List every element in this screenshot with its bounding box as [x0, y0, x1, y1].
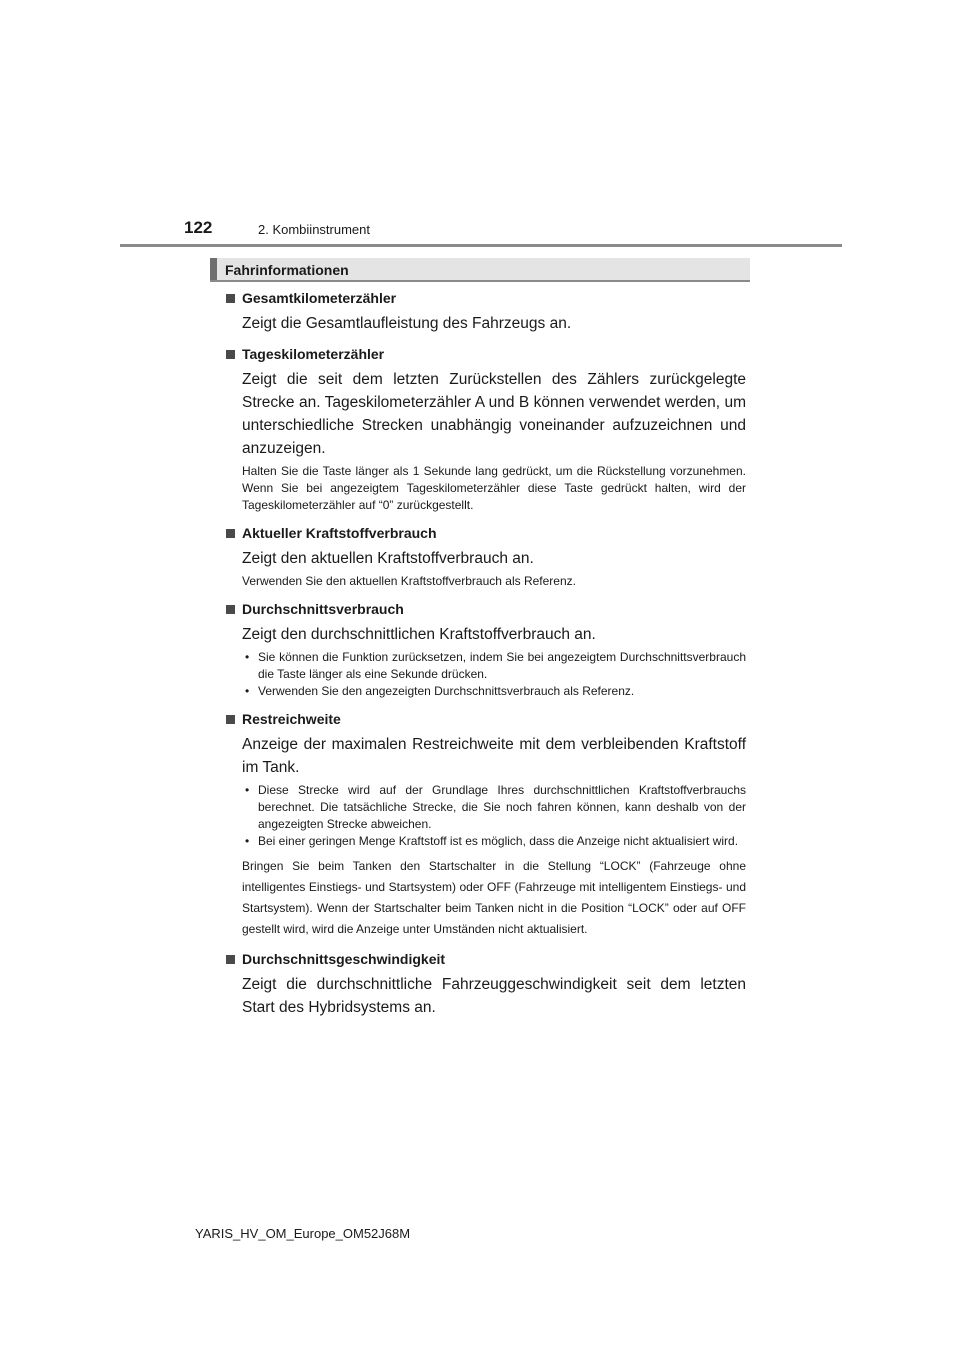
footer-doc-code: YARIS_HV_OM_Europe_OM52J68M: [195, 1226, 411, 1241]
entry-body: Zeigt die Gesamtlaufleistung des Fahrzeugs an.: [242, 315, 572, 332]
square-bullet-icon: [226, 294, 235, 303]
chapter-title: 2. Kombiinstrument: [258, 222, 370, 237]
content: [226, 288, 746, 1028]
entry-heading-text: Durchschnittsgeschwindigkeit: [242, 951, 446, 967]
list-item: • Diese Strecke wird auf der Grundlage Ihres durchschnittlichen Kraftstoffverbrauchs berechnet. Die tatsächliche Strecke, die Sie noch fahren können, kann deshalb von der angezeigten Strecke abweichen.: [242, 782, 746, 833]
header-rule: [120, 244, 842, 247]
entry-heading-text: Tageskilometerzähler: [242, 346, 385, 362]
square-bullet-icon: [226, 350, 235, 359]
bullet-list: [242, 649, 746, 700]
square-bullet-icon: [226, 715, 235, 724]
entry-durchschnittsverbrauch: [226, 599, 746, 700]
entry-extra-note: Bringen Sie beim Tanken den Startschalter in die Stellung “LOCK” (Fahrzeuge ohne intelligentes Einstiegs- und Startsystem) oder OFF (Fahrzeuge mit intelligentem Einstiegs- und Startsystem). Wenn der Startschalter beim Tanken nicht in die Position “LOCK” oder auf OFF gestellt wird, wird die Anzeige unter Umständen nicht aktualisiert.: [242, 859, 746, 936]
entry-heading: [226, 599, 746, 619]
entry-heading: [226, 523, 746, 543]
square-bullet-icon: [226, 605, 235, 614]
entry-heading-text: Durchschnittsverbrauch: [242, 601, 404, 617]
entry-restreichweite: [226, 709, 746, 940]
page-number: 122: [184, 218, 213, 237]
entry-tageskilometerzaehler: [226, 344, 746, 514]
entry-heading-text: Gesamtkilometerzähler: [242, 290, 397, 306]
section-title: Fahrinformationen: [225, 262, 349, 278]
entry-heading: [226, 949, 746, 969]
entry-aktueller-kraftstoffverbrauch: [226, 523, 746, 590]
entry-heading: [226, 344, 746, 364]
entry-body: Zeigt den durchschnittlichen Kraftstoffverbrauch an.: [242, 626, 596, 643]
entry-note: Verwenden Sie den aktuellen Kraftstoffverbrauch als Referenz.: [242, 574, 576, 588]
bullet-list: [242, 782, 746, 850]
list-item: • Bei einer geringen Menge Kraftstoff ist es möglich, dass die Anzeige nicht aktualisiert wird.: [242, 833, 746, 850]
list-item: • Sie können die Funktion zurücksetzen, indem Sie bei angezeigtem Durchschnittsverbrauch die Taste länger als eine Sekunde drücken.: [242, 649, 746, 683]
entry-heading-text: Aktueller Kraftstoffverbrauch: [242, 525, 437, 541]
entry-body: Anzeige der maximalen Restreichweite mit dem verbleibenden Kraftstoff im Tank.: [242, 736, 746, 776]
square-bullet-icon: [226, 955, 235, 964]
entry-heading: [226, 709, 746, 729]
entry-heading-text: Restreichweite: [242, 711, 341, 727]
entry-gesamtkilometerzaehler: [226, 288, 746, 335]
square-bullet-icon: [226, 529, 235, 538]
section-header: [210, 258, 750, 282]
entry-heading: [226, 288, 746, 308]
entry-body: Zeigt die seit dem letzten Zurückstellen des Zählers zurückgelegte Strecke an. Tageskilometerzähler A und B können verwendet werden, um unterschiedliche Strecken unabhängig voneinander aufzuzeichnen und anzuzeigen.: [242, 371, 746, 457]
entry-durchschnittsgeschwindigkeit: [226, 949, 746, 1019]
list-item: • Verwenden Sie den angezeigten Durchschnittsverbrauch als Referenz.: [242, 683, 746, 700]
entry-body: Zeigt den aktuellen Kraftstoffverbrauch an.: [242, 550, 534, 567]
entry-note: Halten Sie die Taste länger als 1 Sekunde lang gedrückt, um die Rückstellung vorzunehmen. Wenn Sie bei angezeigtem Tageskilometerzähler diese Taste gedrückt halten, wird der Tageskilometerzähler auf “0” zurückgestellt.: [242, 464, 746, 512]
entry-body: Zeigt die durchschnittliche Fahrzeuggeschwindigkeit seit dem letzten Start des Hybridsystems an.: [242, 976, 746, 1016]
section-marker: [210, 258, 217, 280]
